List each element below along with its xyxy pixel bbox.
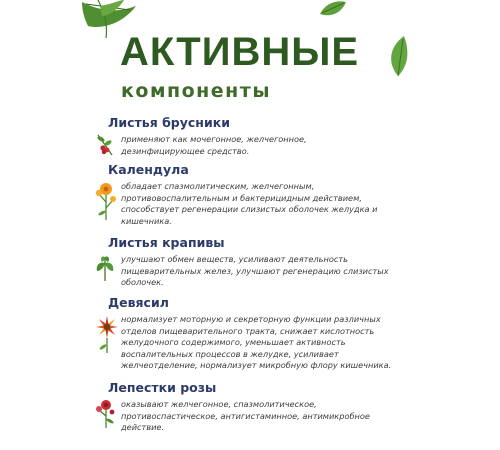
section-heading: Листья брусники [108, 115, 230, 130]
section-description: нормализует моторную и секреторную функции различных отделов пищеварительного тракта, снижает кислотность желудочного содержимого, уменьшает активность воспалительных процессов в желудке, усиливает желчеотделение, нормализует микробную флору кишечника. [121, 314, 392, 370]
section-description: оказывают желчегонное, спазмолитическое, противоспастическое, антигистаминное, антимикробное действие. [121, 399, 370, 432]
section-heading: Лепестки розы [108, 380, 217, 395]
section-heading: Листья крапивы [108, 235, 225, 250]
nettle-icon [94, 253, 116, 281]
section-description: улучшают обмен веществ, усиливают деятельность пищеварительных желез, улучшают регенерацию слизистых оболочек. [121, 254, 389, 287]
elecampane-icon [94, 313, 120, 353]
section-heading: Календула [108, 162, 189, 177]
page-subtitle: компоненты [121, 80, 271, 102]
lingonberry-icon [94, 133, 116, 157]
section-description: применяют как мочегонное, желчегонное, дезинфицирующее средство. [121, 134, 307, 156]
rose-icon [94, 398, 118, 428]
leaf-decoration-top-right-icon [318, 0, 348, 18]
page-title: АКТИВНЫЕ [120, 30, 360, 74]
section-heading: Девясил [108, 295, 169, 310]
leaf-decoration-right-icon [386, 34, 410, 78]
calendula-icon [94, 180, 118, 220]
section-description: обладает спазмолитическим, желчегонным, противовоспалительным и бактерицидным действием, способствует регенерации слизистых оболочек желудка и кишечника. [121, 181, 378, 226]
